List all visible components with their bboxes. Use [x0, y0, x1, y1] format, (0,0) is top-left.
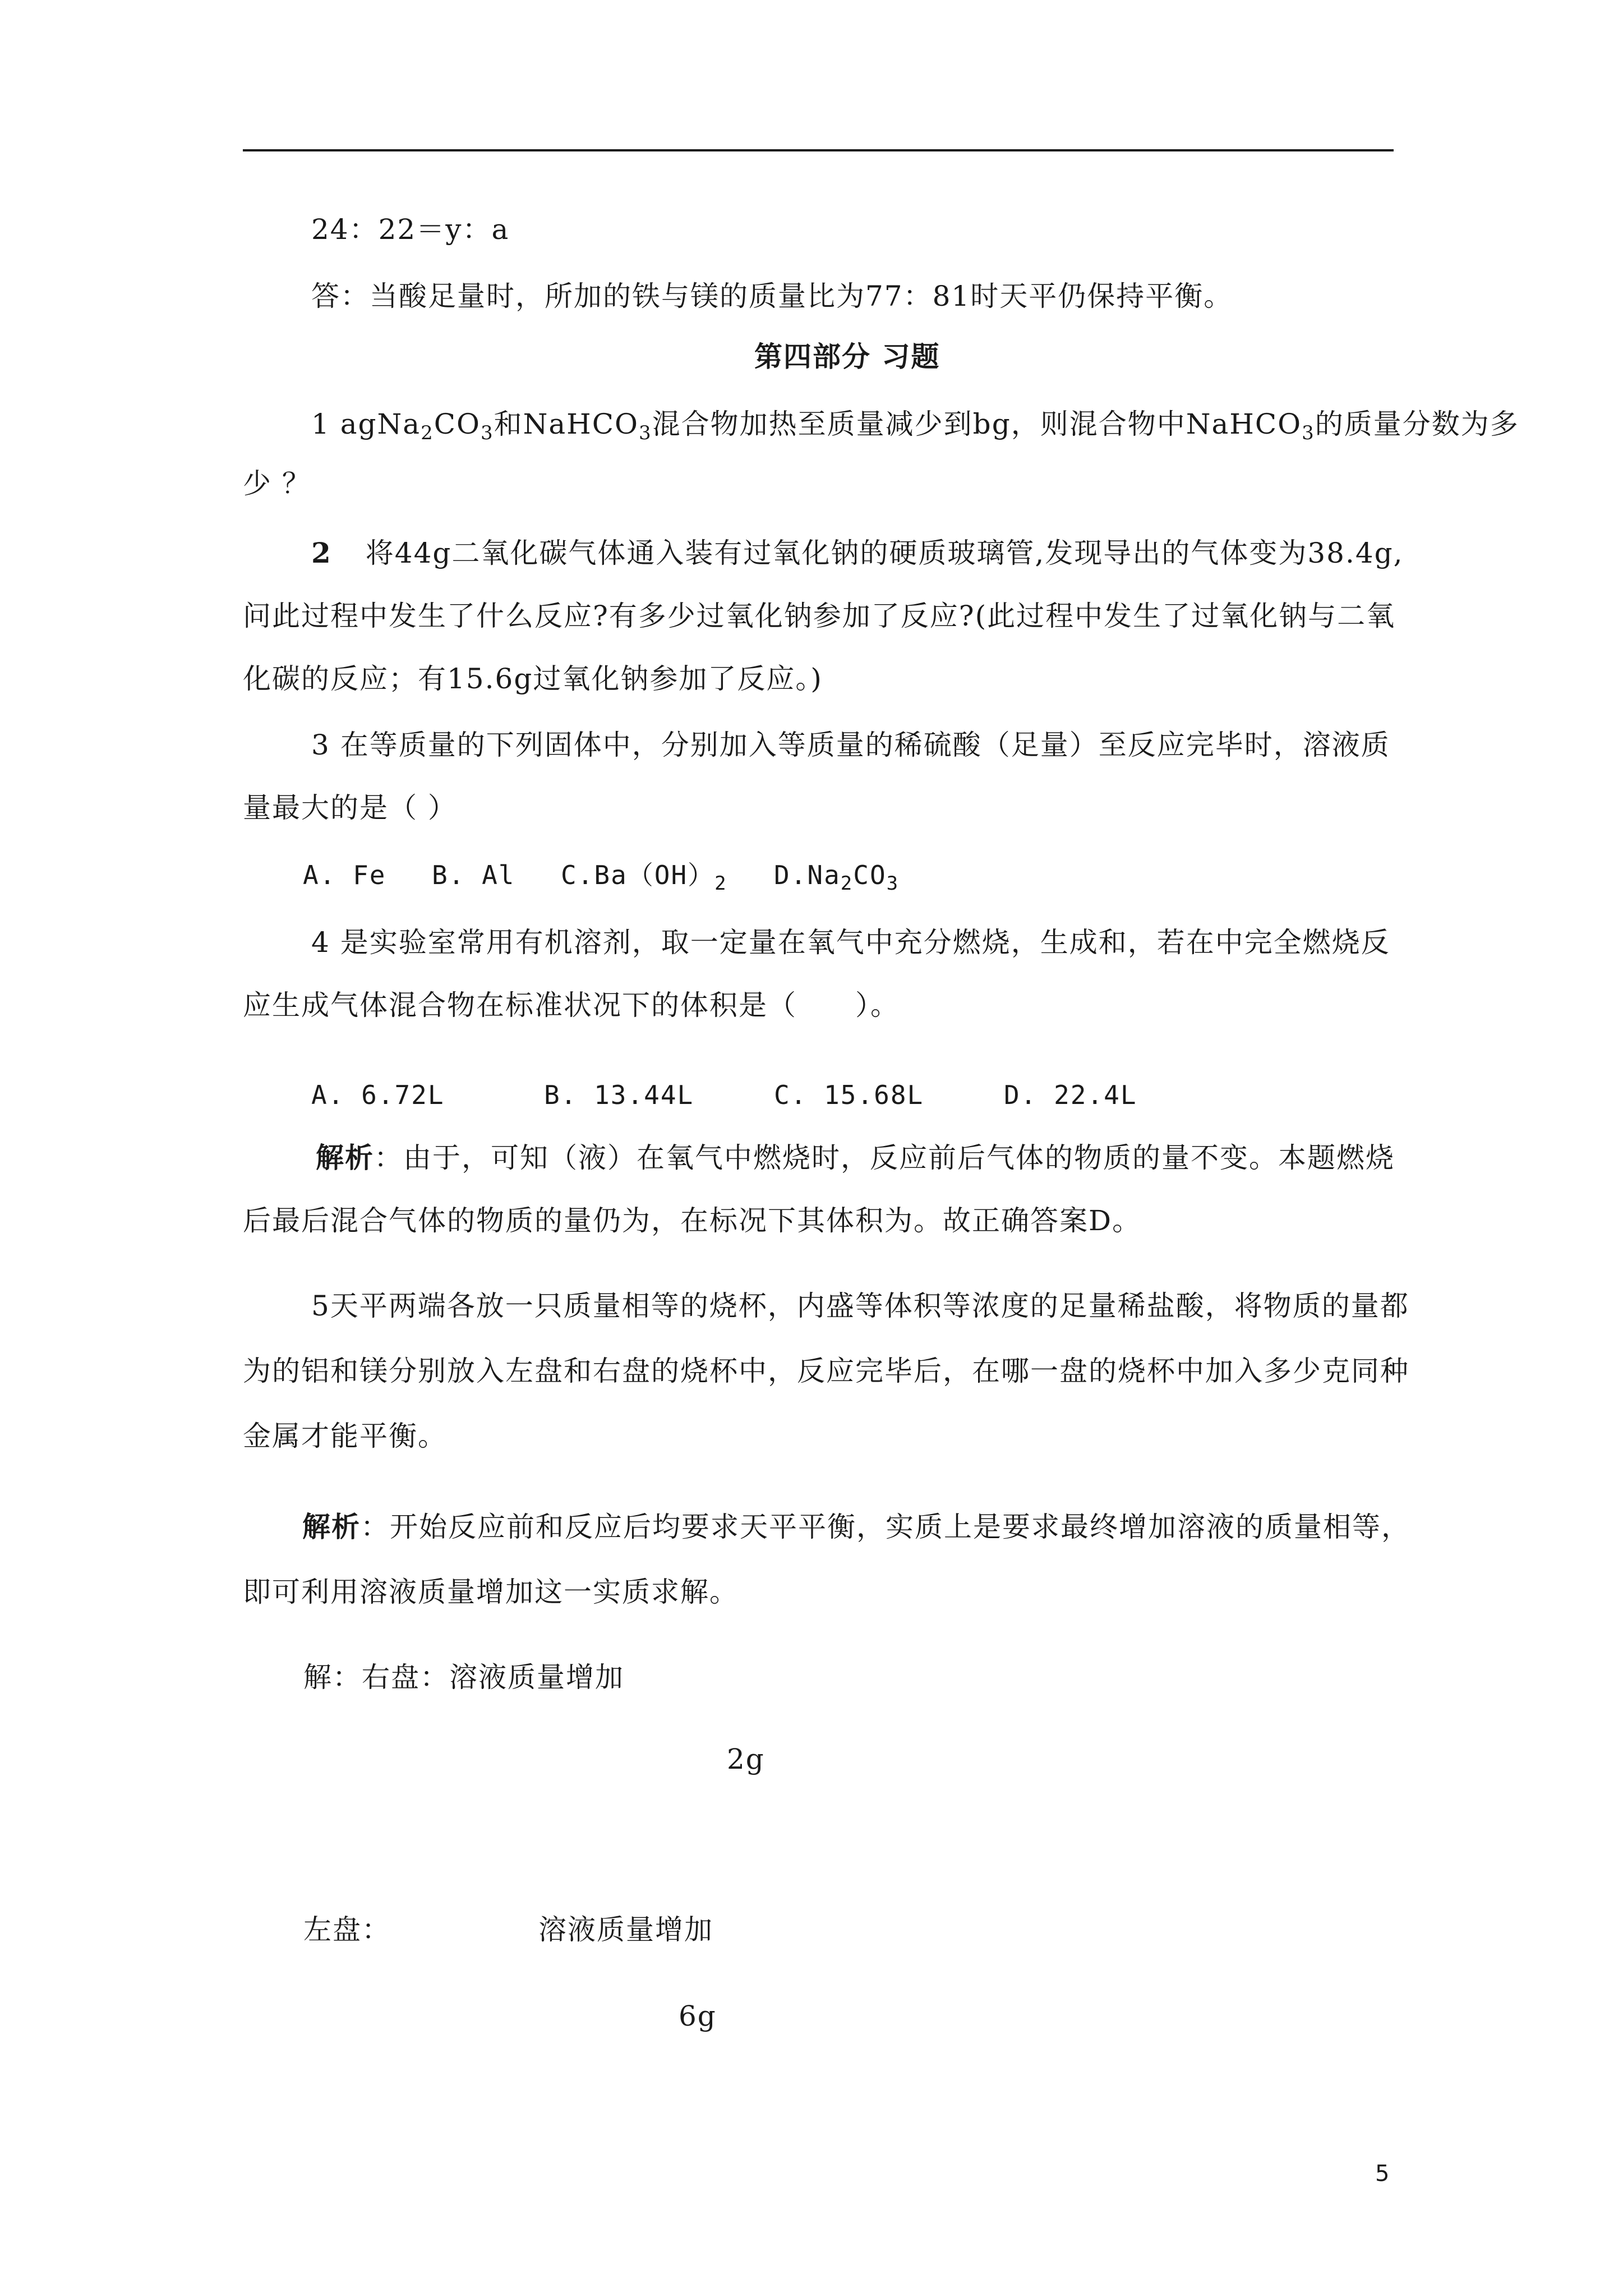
analysis-5-line-2: 即可利用溶液质量增加这一实质求解。	[243, 1576, 739, 1608]
ratio-line: 24：22＝y：a	[311, 213, 510, 246]
solution-right-line: 解：右盘：溶液质量增加	[303, 1661, 624, 1694]
analysis-4-line-2: 后最后混合气体的物质的量仍为，在标况下其体积为。故正确答案D。	[243, 1204, 1142, 1237]
question-2-line-1	[311, 535, 1404, 571]
q1-text-a: 1 agNa	[311, 408, 421, 440]
q1-text-e: 的质量分数为多	[1315, 408, 1519, 440]
subscript-3: 3	[886, 872, 900, 895]
subscript-3: 3	[639, 422, 652, 444]
option-d-text-b: CO	[853, 860, 887, 890]
question-3-line-2: 量最大的是（ ）	[243, 792, 457, 824]
question-5-line-1: 5天平两端各放一只质量相等的烧杯，内盛等体积等浓度的足量稀盐酸，将物质的量都	[311, 1290, 1409, 1322]
q1-text-c: 和NaHCO	[494, 408, 639, 440]
page-number: 5	[1375, 2161, 1390, 2187]
section-heading: 第四部分 习题	[754, 340, 940, 373]
option-d: D. 22.4L	[1004, 1080, 1137, 1110]
analysis-4-line-1	[316, 1140, 1395, 1176]
solution-left-text: 溶液质量增加	[538, 1913, 713, 1946]
option-c	[561, 857, 774, 893]
question-3-options	[303, 857, 899, 893]
option-d	[774, 857, 899, 893]
solution-left-label: 左盘：	[303, 1913, 391, 1946]
question-4-line-1: 4 是实验室常用有机溶剂，取一定量在氧气中充分燃烧，生成和，若在中完全燃烧反	[311, 926, 1390, 959]
subscript-3: 3	[1302, 422, 1315, 444]
option-c-text: C.Ba（OH）	[561, 860, 715, 890]
analysis-text: ：由于，可知（液）在氧气中燃烧时，反应前后气体的物质的量不变。本题燃烧	[374, 1142, 1395, 1174]
analysis-label: 解析	[302, 1510, 361, 1543]
question-1-line-1	[311, 406, 1519, 442]
subscript-2: 2	[714, 872, 727, 895]
subscript-2: 2	[421, 422, 434, 444]
option-b: B. 13.44L	[544, 1080, 694, 1110]
question-2-text: 将44g二氧化碳气体通入装有过氧化钠的硬质玻璃管,发现导出的气体变为38.4g,	[365, 537, 1404, 569]
question-5-line-2: 为的铝和镁分别放入左盘和右盘的烧杯中，反应完毕后，在哪一盘的烧杯中加入多少克同种	[243, 1355, 1409, 1387]
q1-text-b: CO	[434, 408, 481, 440]
option-b: B. Al	[432, 860, 515, 890]
solution-right-value: 2g	[727, 1743, 765, 1775]
option-d-text-a: D.Na	[774, 860, 841, 890]
question-2-line-2: 问此过程中发生了什么反应?有多少过氧化钠参加了反应?(此过程中发生了过氧化钠与二氧	[243, 600, 1396, 632]
question-4-options	[311, 1077, 1137, 1113]
question-3-line-1: 3 在等质量的下列固体中，分别加入等质量的稀硫酸（足量）至反应完毕时，溶液质	[311, 729, 1390, 761]
solution-left-value: 6g	[679, 2000, 717, 2032]
question-2-number: 2	[311, 536, 332, 569]
subscript-2: 2	[840, 872, 854, 895]
analysis-5-line-1	[302, 1509, 1410, 1545]
question-2-line-3: 化碳的反应；有15.6g过氧化钠参加了反应。)	[243, 662, 823, 695]
analysis-label: 解析	[316, 1141, 374, 1174]
analysis-text: ：开始反应前和反应后均要求天平平衡，实质上是要求最终增加溶液的质量相等，	[361, 1511, 1410, 1543]
question-4-line-2: 应生成气体混合物在标准状况下的体积是（ ）。	[243, 989, 900, 1022]
question-5-line-3: 金属才能平衡。	[243, 1420, 447, 1452]
option-a: A. Fe	[303, 860, 386, 890]
option-c: C. 15.68L	[774, 1080, 924, 1110]
q1-text-d: 混合物加热至质量减少到bg，则混合物中NaHCO	[652, 408, 1302, 440]
option-a: A. 6.72L	[311, 1080, 445, 1110]
question-1-line-2: 少 ？	[243, 467, 311, 500]
header-rule	[243, 149, 1394, 151]
subscript-3: 3	[480, 422, 494, 444]
answer-line: 答：当酸足量时，所加的铁与镁的质量比为77：81时天平仍保持平衡。	[311, 280, 1233, 312]
